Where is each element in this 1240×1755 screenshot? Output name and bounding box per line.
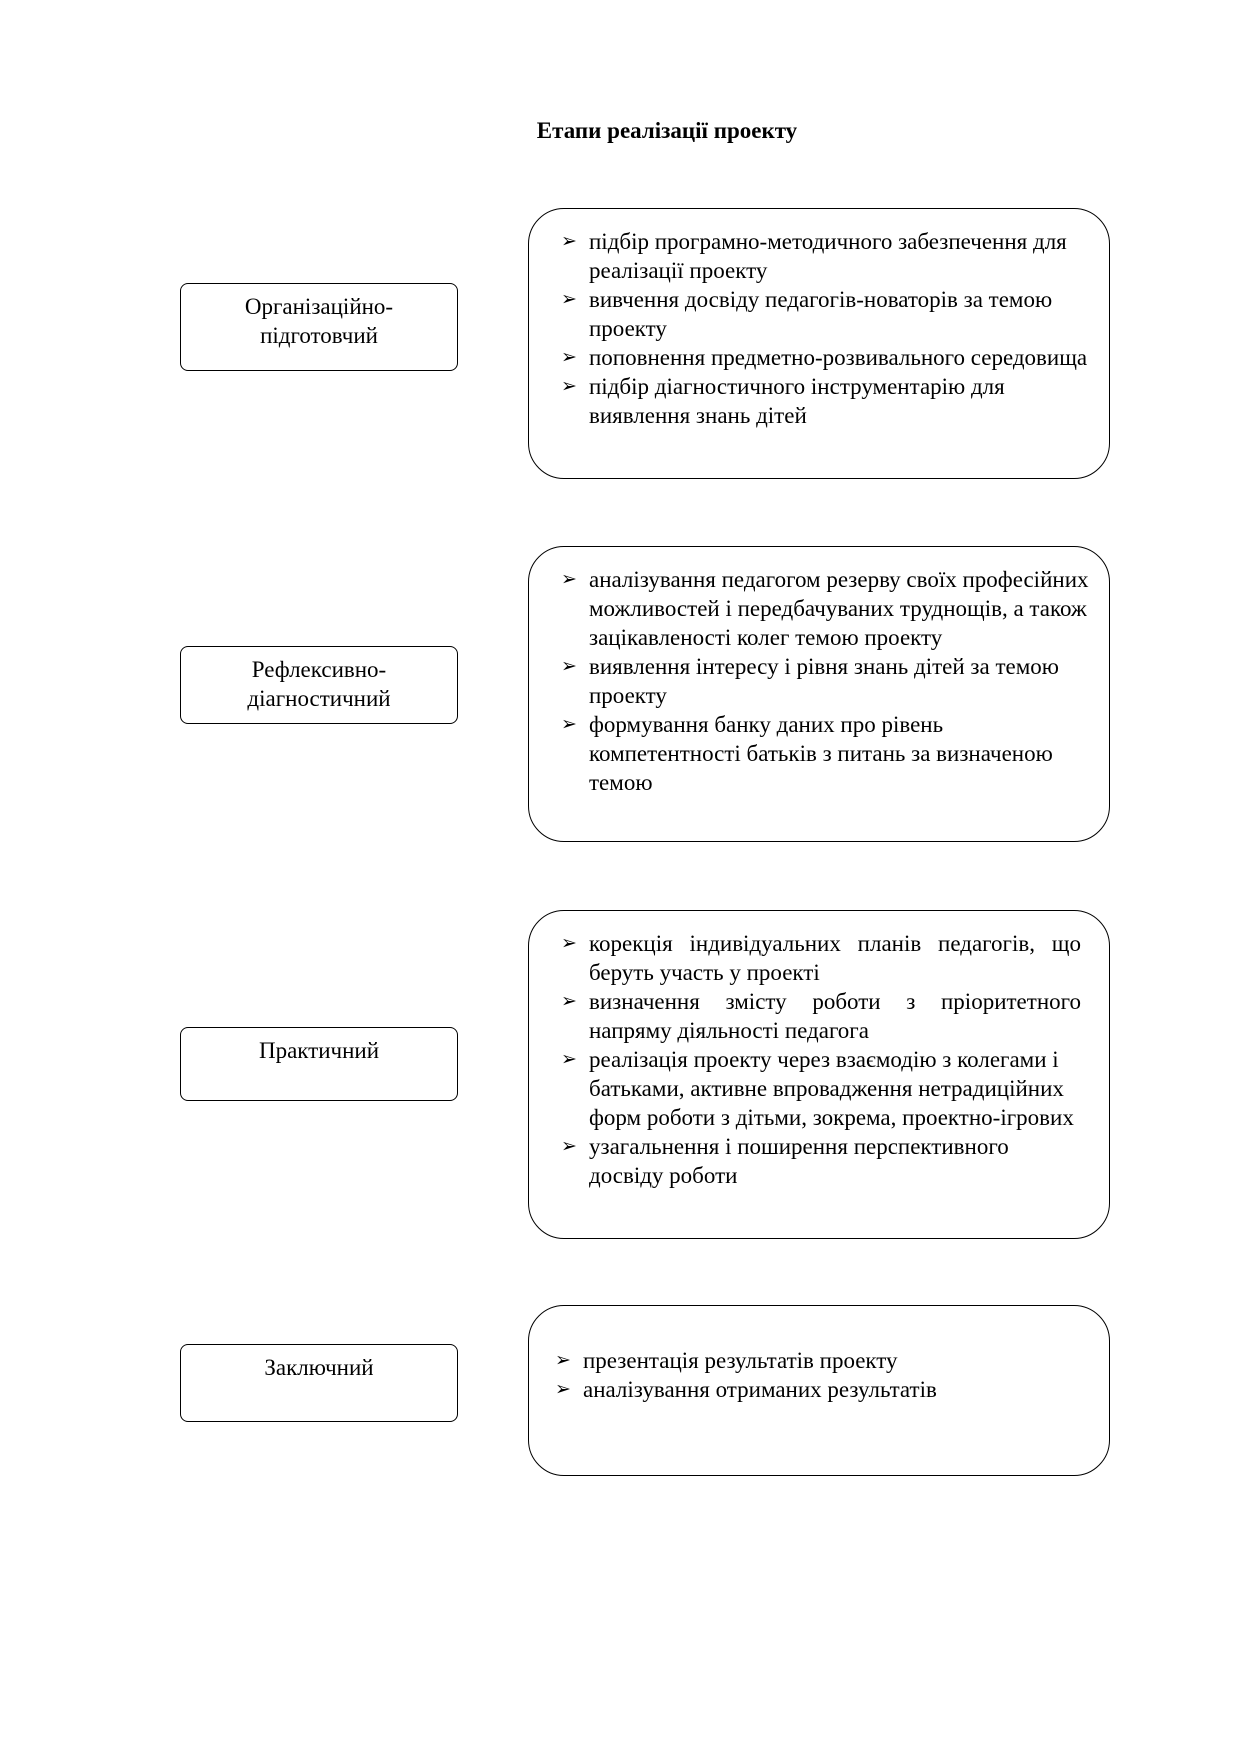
- stage-label: Заключний: [264, 1355, 374, 1380]
- arrow-bullet-icon: ➢: [561, 1049, 577, 1070]
- list-item: ➢ корекція індивідуальних планів педагогів, що беруть участь у проекті: [561, 931, 1081, 985]
- task-list: [549, 565, 1089, 797]
- stage-details-reflexive: [528, 546, 1110, 842]
- arrow-bullet-icon: ➢: [561, 376, 577, 397]
- stage-box-practical: [180, 1027, 458, 1101]
- list-item: ➢ аналізування отриманих результатів: [555, 1377, 937, 1402]
- arrow-bullet-icon: ➢: [561, 656, 577, 677]
- list-item: ➢ виявлення інтересу і рівня знань дітей за темою проекту: [561, 654, 1059, 708]
- list-item: ➢ формування банку даних про рівень компетентності батьків з питань за визначеною темою: [561, 712, 1053, 795]
- stage-label: Практичний: [258, 1038, 380, 1063]
- stage-box-reflexive: [180, 646, 458, 724]
- arrow-bullet-icon: ➢: [561, 231, 577, 252]
- list-item: ➢ аналізування педагогом резерву своїх професійних можливостей і передбачуваних труднощів, а також зацікавленості колег темою проекту: [561, 567, 1089, 650]
- task-list: [549, 929, 1081, 1190]
- arrow-bullet-icon: ➢: [561, 1136, 577, 1157]
- list-item: ➢ вивчення досвіду педагогів-новаторів за темою проекту: [561, 287, 1053, 341]
- arrow-bullet-icon: ➢: [555, 1379, 571, 1400]
- arrow-bullet-icon: ➢: [561, 991, 577, 1012]
- stage-details-organizational: [528, 208, 1110, 479]
- arrow-bullet-icon: ➢: [561, 714, 577, 735]
- list-item: ➢ поповнення предметно-розвивального середовища: [561, 345, 1088, 370]
- arrow-bullet-icon: ➢: [561, 933, 577, 954]
- stage-label: Рефлексивно- діагностичний: [247, 657, 391, 711]
- list-item: ➢ підбір діагностичного інструментарію для виявлення знань дітей: [561, 374, 1005, 428]
- stage-box-final: [180, 1344, 458, 1422]
- task-list: [543, 1346, 1089, 1404]
- list-item: ➢ визначення змісту роботи з пріоритетного напряму діяльності педагога: [561, 989, 1081, 1043]
- task-list: [549, 227, 1089, 430]
- stage-box-organizational: [180, 283, 458, 371]
- arrow-bullet-icon: ➢: [561, 289, 577, 310]
- arrow-bullet-icon: ➢: [561, 347, 577, 368]
- stage-label: Організаційно- підготовчий: [244, 294, 394, 348]
- list-item: ➢ презентація результатів проекту: [555, 1348, 898, 1373]
- stage-details-practical: [528, 910, 1110, 1239]
- list-item: ➢ підбір програмно-методичного забезпечення для реалізації проекту: [561, 229, 1067, 283]
- stage-details-final: [528, 1305, 1110, 1476]
- diagram-title: Етапи реалізації проекту: [536, 118, 798, 143]
- arrow-bullet-icon: ➢: [555, 1350, 571, 1371]
- list-item: ➢ реалізація проекту через взаємодію з колегами і батьками, активне впровадження нетрадиційних форм роботи з дітьми, зокрема, проектно-ігрових: [561, 1047, 1074, 1130]
- list-item: ➢ узагальнення і поширення перспективного досвіду роботи: [561, 1134, 1009, 1188]
- arrow-bullet-icon: ➢: [561, 569, 577, 590]
